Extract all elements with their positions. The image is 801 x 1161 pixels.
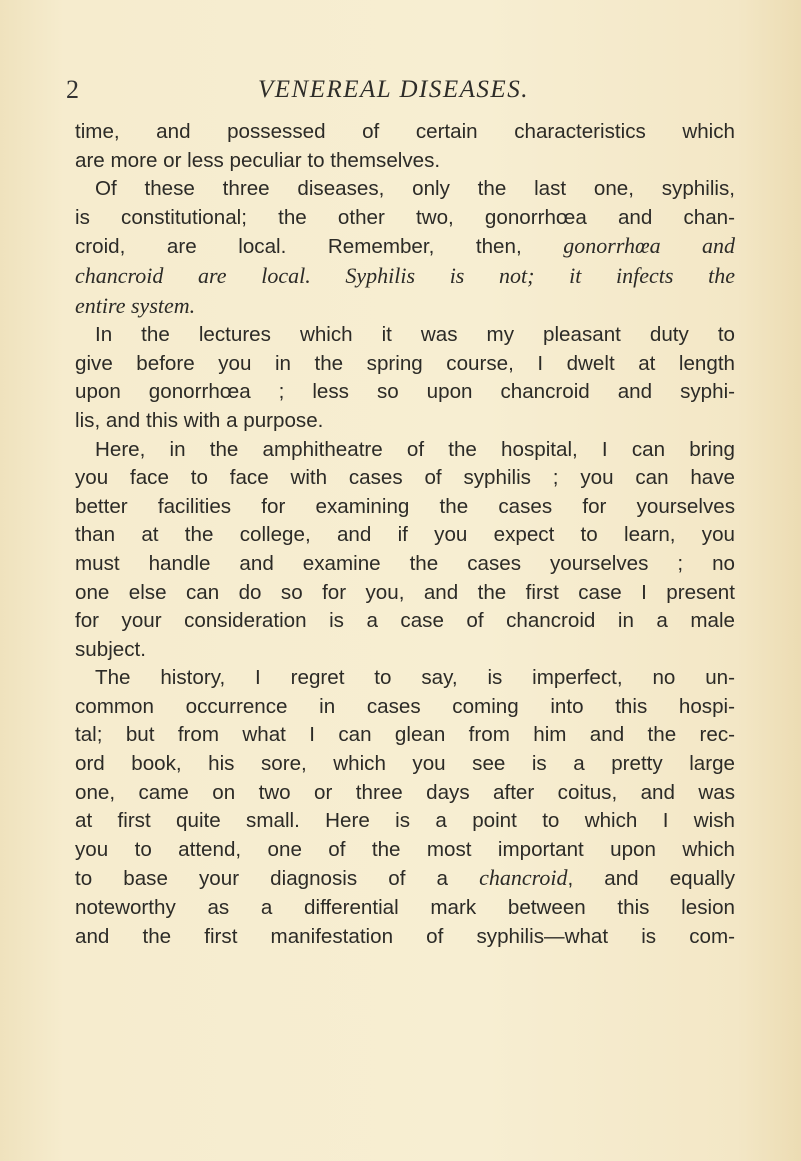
text-line: tal; but from what I can glean from him and the rec- [75, 723, 735, 747]
text-line: one else can do so for you, and the first case I present [75, 580, 735, 604]
body-text [75, 118, 735, 951]
text-line: give before you in the spring course, I dwelt at length [75, 351, 735, 375]
text-line: than at the college, and if you expect to learn, you [75, 523, 735, 547]
text-line: at first quite small. Here is a point to which I wish [75, 809, 735, 833]
text-line: to base your diagnosis of a chancroid, and equally [75, 865, 735, 891]
text-line: upon gonorrhœa ; less so upon chancroid and syphi- [75, 380, 735, 404]
text-line: are more or less peculiar to themselves. [75, 148, 441, 172]
text-line: ord book, his sore, which you see is a pretty large [75, 752, 735, 776]
text-line: In the lectures which it was my pleasant duty to [95, 323, 735, 347]
text-line: lis, and this with a purpose. [75, 408, 324, 432]
text-line: you to attend, one of the most important upon which [75, 837, 735, 861]
text-line [75, 292, 735, 322]
text-line: and the first manifestation of syphilis—what is com- [75, 924, 735, 948]
text-line: time, and possessed of certain characteristics which [75, 120, 735, 143]
text-line: Of these three diseases, only the last one, syphilis, [95, 177, 735, 201]
text-line: noteworthy as a differential mark between this lesion [75, 896, 735, 920]
text-line [75, 262, 735, 292]
text-line: croid, are local. Remember, then, gonorrhœa and [75, 233, 736, 259]
text-line: for your consideration is a case of chancroid in a male [75, 609, 735, 633]
italic-emphasis: chancroid [479, 865, 568, 891]
text-line: Here, in the amphitheatre of the hospital, I can bring [95, 437, 735, 461]
text-line: common occurrence in cases coming into this hospi- [75, 694, 735, 718]
text-line: one, came on two or three days after coitus, and was [75, 780, 735, 804]
text-line: The history, I regret to say, is imperfect, no un- [95, 666, 735, 690]
italic-emphasis: entire system. [75, 292, 196, 318]
italic-emphasis: gonorrhœa and [563, 233, 736, 259]
italic-emphasis: chancroid are local. Syphilis is not; it infects the [75, 262, 735, 288]
text-line: subject. [75, 637, 146, 661]
text-line: must handle and examine the cases yourselves ; no [75, 551, 735, 575]
running-head [0, 72, 801, 112]
running-title: VENEREAL DISEASES. [258, 76, 529, 103]
text-line: is constitutional; the other two, gonorrhœa and chan- [75, 205, 735, 229]
text-line: you face to face with cases of syphilis ; you can have [75, 466, 735, 490]
page-number: 2 [66, 75, 79, 104]
text-line: better facilities for examining the cases for yourselves [75, 494, 735, 518]
